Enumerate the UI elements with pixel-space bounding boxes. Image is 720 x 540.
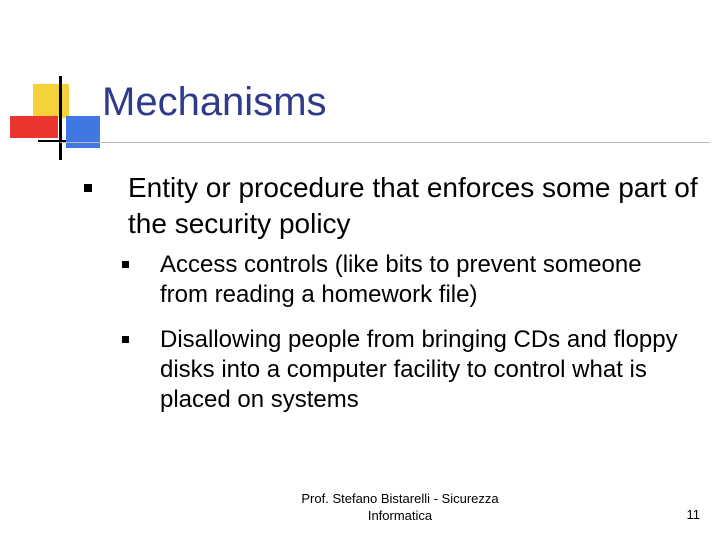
page-number: 11	[686, 507, 700, 522]
bullet-text: Entity or procedure that enforces some part of the security policy	[128, 172, 698, 239]
square-bullet-icon	[122, 261, 129, 268]
subbullet-text: Access controls (like bits to prevent someone from reading a homework file)	[160, 251, 642, 308]
slide-footer	[280, 490, 520, 524]
yellow-square-shape	[33, 84, 69, 118]
blue-square-shape	[66, 116, 100, 148]
vertical-line-shape	[59, 76, 62, 160]
footer-line-2: Informatica	[367, 508, 433, 523]
red-bar-shape	[10, 116, 58, 138]
slide-title: Mechanisms	[102, 80, 327, 124]
subbullet-text: Disallowing people from bringing CDs and floppy disks into a computer facility to control what is placed on systems	[160, 326, 678, 413]
square-bullet-icon	[84, 184, 92, 192]
footer-line-1: Prof. Stefano Bistarelli - Sicurezza	[301, 491, 499, 506]
square-bullet-icon	[122, 336, 129, 343]
corner-logo-icon	[0, 0, 110, 170]
title-divider	[60, 142, 710, 143]
